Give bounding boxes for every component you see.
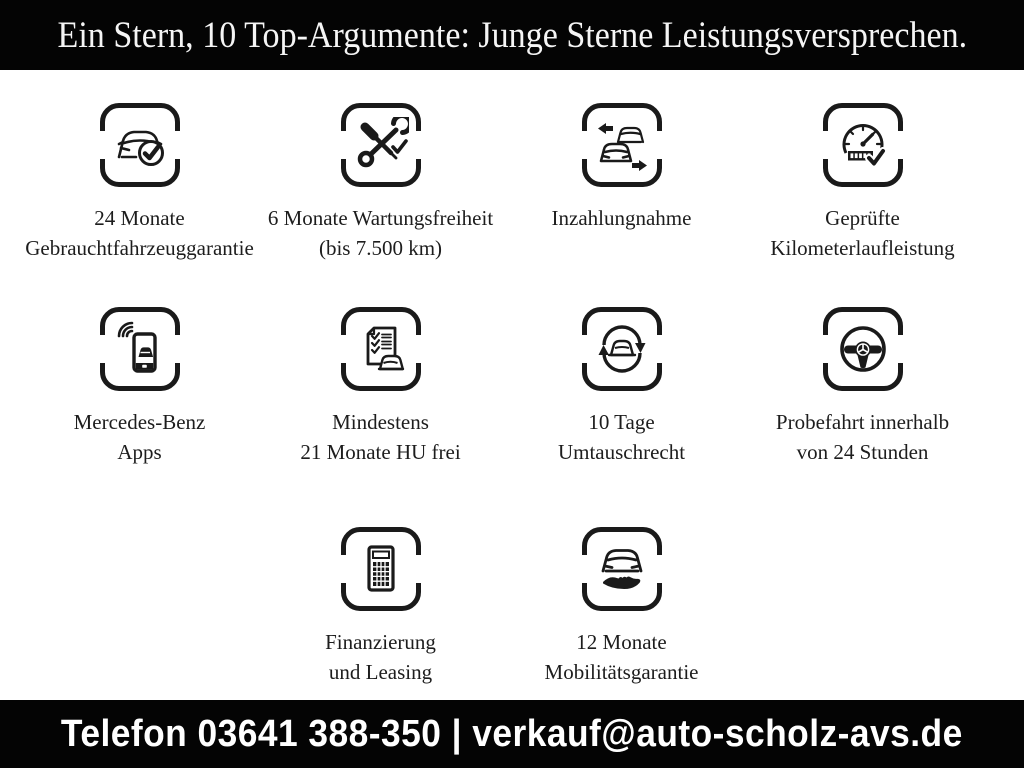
benefit-label: 6 Monate Wartungsfreiheit (bis 7.500 km) [267,206,494,260]
benefit-label: 10 Tage Umtauschrecht [557,410,686,464]
benefits-row-2 [19,307,1005,467]
benefit-label: Geprüfte Kilometerlaufleistung [770,206,955,260]
benefit-item-exchange-right [501,307,742,467]
service-tools-check-icon [353,117,409,173]
footer-bar [0,700,1024,768]
bracket-frame [582,307,662,391]
bracket-frame [100,103,180,187]
bracket-frame [823,103,903,187]
header-bar [0,0,1024,70]
car-exchange-icon [594,321,650,377]
bracket-frame [823,307,903,391]
benefits-row-1 [19,103,1005,263]
benefit-item-mobility-warranty [501,527,742,687]
benefit-item-trade-in [501,103,742,263]
bracket-frame [341,307,421,391]
benefit-item-hu-frei [260,307,501,467]
benefits-grid [19,70,1005,687]
bracket-frame [582,527,662,611]
bracket-frame [582,103,662,187]
benefit-label: Probefahrt innerhalb von 24 Stunden [775,410,950,464]
car-check-icon [112,117,168,173]
benefit-item-test-drive [742,307,983,467]
footer-contact [61,715,963,753]
bracket-frame [100,307,180,391]
benefit-label: Mindestens 21 Monate HU frei [300,410,461,464]
bracket-frame [341,103,421,187]
checked-odometer-icon [835,117,891,173]
benefit-item-financing [260,527,501,687]
benefit-label: 12 Monate Mobilitätsgarantie [544,630,699,684]
benefit-label: Inzahlungnahme [551,206,692,230]
benefit-label: Mercedes-Benz Apps [73,410,206,464]
trade-in-cars-icon [594,117,650,173]
bracket-frame [341,527,421,611]
benefit-item-maintenance-free [260,103,501,263]
phone-car-apps-icon [112,321,168,377]
car-on-hand-icon [594,541,650,597]
footer-email: verkauf@auto-scholz-avs.de [472,713,963,755]
benefits-row-3 [19,527,1005,687]
header-title: Ein Stern, 10 Top-Argumente: Junge Sterne Leistungsversprechen. [57,14,967,56]
calculator-icon [353,541,409,597]
benefit-item-apps [19,307,260,467]
benefit-label: Finanzierung und Leasing [325,630,436,684]
benefit-item-used-car-warranty [19,103,260,263]
inspection-checklist-icon [353,321,409,377]
benefit-item-checked-mileage [742,103,983,263]
steering-wheel-icon [835,321,891,377]
footer-separator: | [451,713,463,755]
benefit-label: 24 Monate Gebrauchtfahrzeuggarantie [25,206,254,260]
footer-phone: Telefon 03641 388-350 [61,713,442,755]
